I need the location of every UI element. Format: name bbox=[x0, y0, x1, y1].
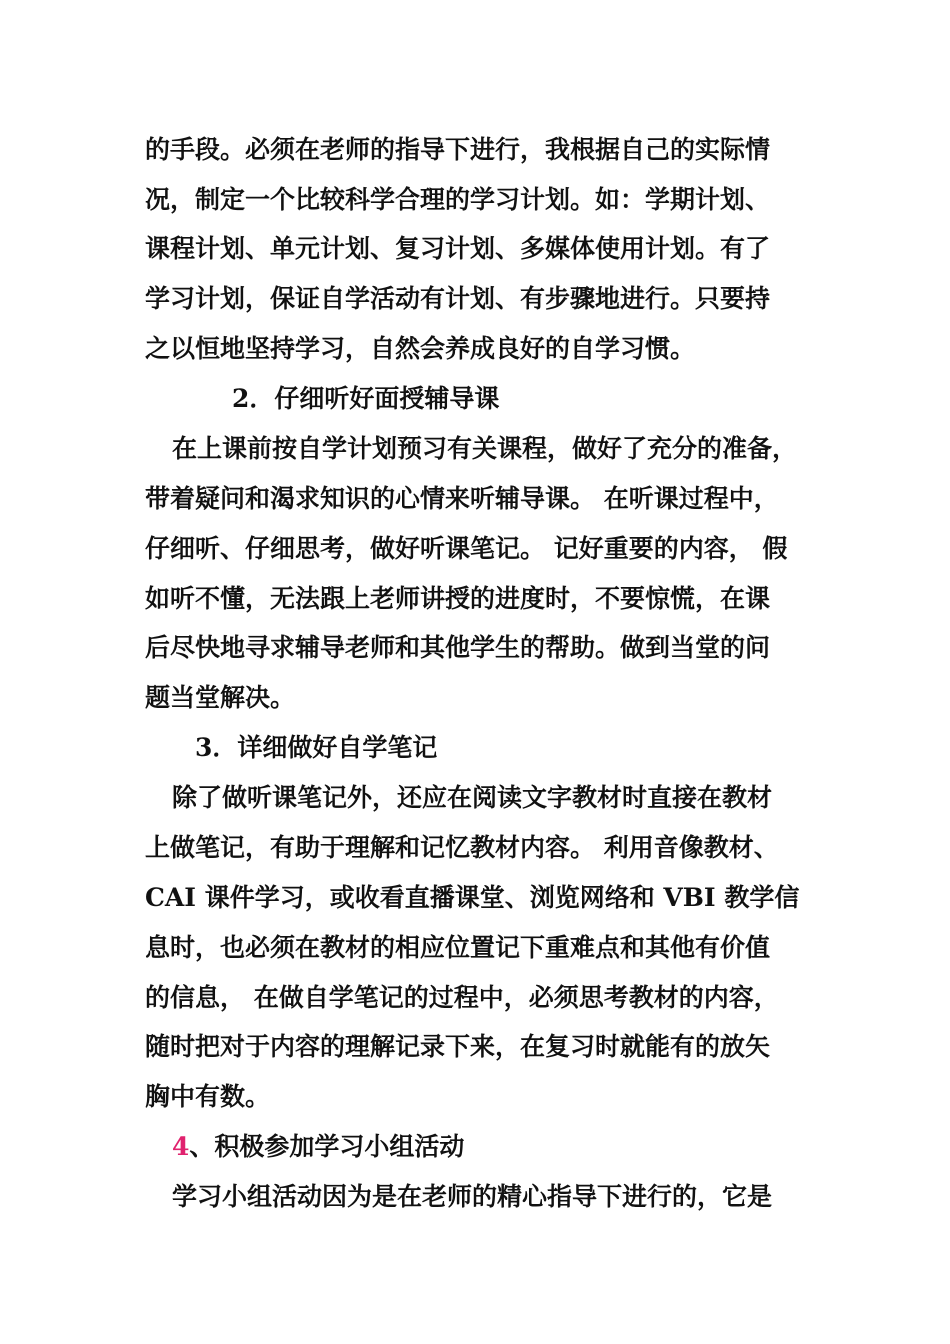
text-line: 带着疑问和渴求知识的心情来听辅导课。 在听课过程中， bbox=[145, 484, 779, 513]
text-line: 之以恒地坚持学习，自然会养成良好的自学习惯。 bbox=[145, 334, 696, 363]
text-line: 随时把对于内容的理解记录下来，在复习时就能有的放矢 bbox=[145, 1032, 771, 1061]
text-line: 仔细听、仔细思考，做好听课笔记。 记好重要的内容， 假 bbox=[145, 534, 788, 563]
text-line: 学习计划，保证自学活动有计划、有步骤地进行。只要持 bbox=[145, 284, 771, 313]
section-title: 、积极参加学习小组活动 bbox=[189, 1132, 465, 1161]
text-line: 题当堂解决。 bbox=[145, 683, 296, 712]
text-line: 课程计划、单元计划、复习计划、多媒体使用计划。有了 bbox=[145, 234, 771, 263]
text-line: CAI 课件学习，或收看直播课堂、浏览网络和 VBI 教学信 bbox=[145, 883, 800, 912]
text-line: 的信息， 在做自学笔记的过程中，必须思考教材的内容， bbox=[145, 983, 779, 1012]
text-line: 况，制定一个比较科学合理的学习计划。如：学期计划、 bbox=[145, 185, 771, 214]
text-line: 的手段。必须在老师的指导下进行，我根据自己的实际情 bbox=[145, 135, 771, 164]
text-line: 学习小组活动因为是在老师的精心指导下进行的，它是 bbox=[172, 1182, 773, 1211]
text-line: 如听不懂，无法跟上老师讲授的进度时，不要惊慌，在课 bbox=[145, 584, 771, 613]
text-line: 息时，也必须在教材的相应位置记下重难点和其他有价值 bbox=[145, 933, 771, 962]
section-heading-2: 2．仔细听好面授辅导课 bbox=[232, 384, 500, 413]
text-line: 胸中有数。 bbox=[145, 1082, 271, 1111]
section-heading-4 bbox=[172, 1129, 464, 1165]
text-line: 在上课前按自学计划预习有关课程，做好了充分的准备， bbox=[172, 434, 798, 463]
text-line: 除了做听课笔记外，还应在阅读文字教材时直接在教材 bbox=[172, 783, 773, 812]
section-number: 4 bbox=[172, 1132, 190, 1161]
text-line: 后尽快地寻求辅导老师和其他学生的帮助。做到当堂的问 bbox=[145, 633, 771, 662]
section-heading-3: 3．详细做好自学笔记 bbox=[195, 733, 438, 762]
text-line: 上做笔记，有助于理解和记忆教材内容。 利用音像教材、 bbox=[145, 833, 779, 862]
